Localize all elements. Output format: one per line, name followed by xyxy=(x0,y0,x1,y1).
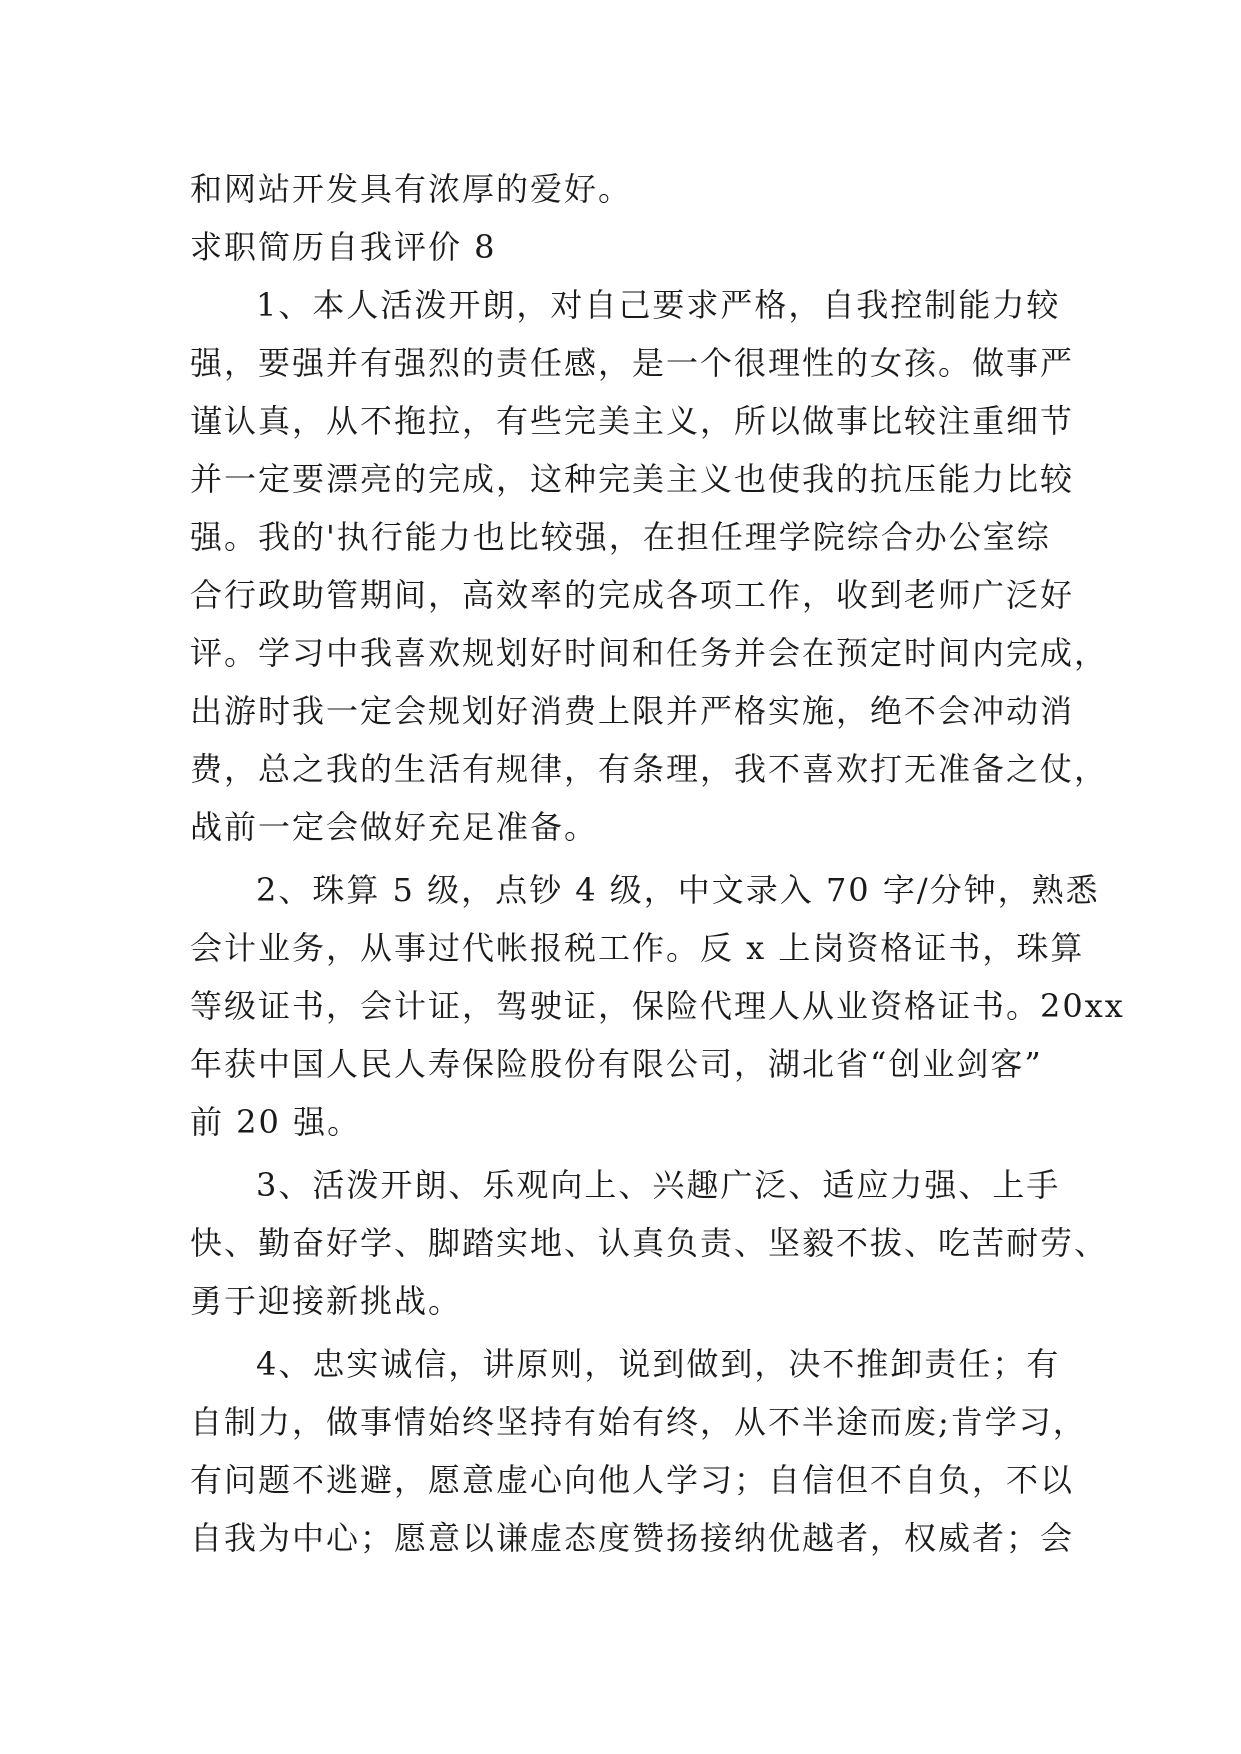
paragraph-item-2 xyxy=(190,861,1125,1151)
paragraph-line: 强，要强并有强烈的责任感，是一个很理性的女孩。做事严 xyxy=(190,344,1075,382)
paragraph-line: 有问题不逃避，愿意虚心向他人学习；自信但不自负，不以 xyxy=(190,1461,1075,1499)
paragraph-line: 并一定要漂亮的完成，这种完美主义也使我的抗压能力比较 xyxy=(190,460,1075,498)
paragraph-line: 4、忠实诚信，讲原则，说到做到，决不推卸责任；有 xyxy=(256,1345,1061,1383)
section-heading: 求职简历自我评价 8 xyxy=(190,228,497,266)
paragraph-line: 会计业务，从事过代帐报税工作。反 x 上岗资格证书，珠算 xyxy=(190,929,1085,967)
paragraph-line: 费，总之我的生活有规律，有条理，我不喜欢打无准备之仗， xyxy=(190,750,1109,788)
paragraph-line: 快、勤奋好学、脚踏实地、认真负责、坚毅不拔、吃苦耐劳、 xyxy=(190,1224,1109,1262)
paragraph-line: 谨认真，从不拖拉，有些完美主义，所以做事比较注重细节 xyxy=(190,402,1075,440)
paragraph-line: 年获中国人民人寿保险股份有限公司，湖北省“创业剑客” xyxy=(190,1045,1043,1083)
paragraph-line: 自我为中心；愿意以谦虚态度赞扬接纳优越者，权威者；会 xyxy=(190,1519,1075,1557)
paragraph-line: 2、珠算 5 级，点钞 4 级，中文录入 70 字/分钟，熟悉 xyxy=(256,871,1100,909)
paragraph-line: 评。学习中我喜欢规划好时间和任务并会在预定时间内完成， xyxy=(190,634,1109,672)
paragraph-line: 自制力，做事情始终坚持有始有终，从不半途而废;肯学习， xyxy=(190,1403,1087,1441)
document-body xyxy=(190,160,1125,1567)
paragraph-line: 勇于迎接新挑战。 xyxy=(190,1282,463,1320)
paragraph-line: 1、本人活泼开朗，对自己要求严格，自我控制能力较 xyxy=(256,286,1061,324)
paragraph-continuation: 和网站开发具有浓厚的爱好。 xyxy=(190,170,633,208)
paragraph-line: 前 20 强。 xyxy=(190,1103,362,1141)
paragraph-item-4 xyxy=(190,1335,1087,1567)
paragraph-line: 强。我的'执行能力也比较强，在担任理学院综合办公室综 xyxy=(190,518,1051,556)
paragraph-line: 合行政助管期间，高效率的完成各项工作，收到老师广泛好 xyxy=(190,576,1075,614)
paragraph-line: 出游时我一定会规划好消费上限并严格实施，绝不会冲动消 xyxy=(190,692,1075,730)
paragraph-item-1 xyxy=(190,276,1109,856)
paragraph-line: 3、活泼开朗、乐观向上、兴趣广泛、适应力强、上手 xyxy=(256,1166,1061,1204)
paragraph-line: 等级证书，会计证，驾驶证，保险代理人从业资格证书。20xx xyxy=(190,987,1125,1025)
paragraph-line: 战前一定会做好充足准备。 xyxy=(190,808,599,846)
paragraph-item-3 xyxy=(190,1156,1109,1330)
